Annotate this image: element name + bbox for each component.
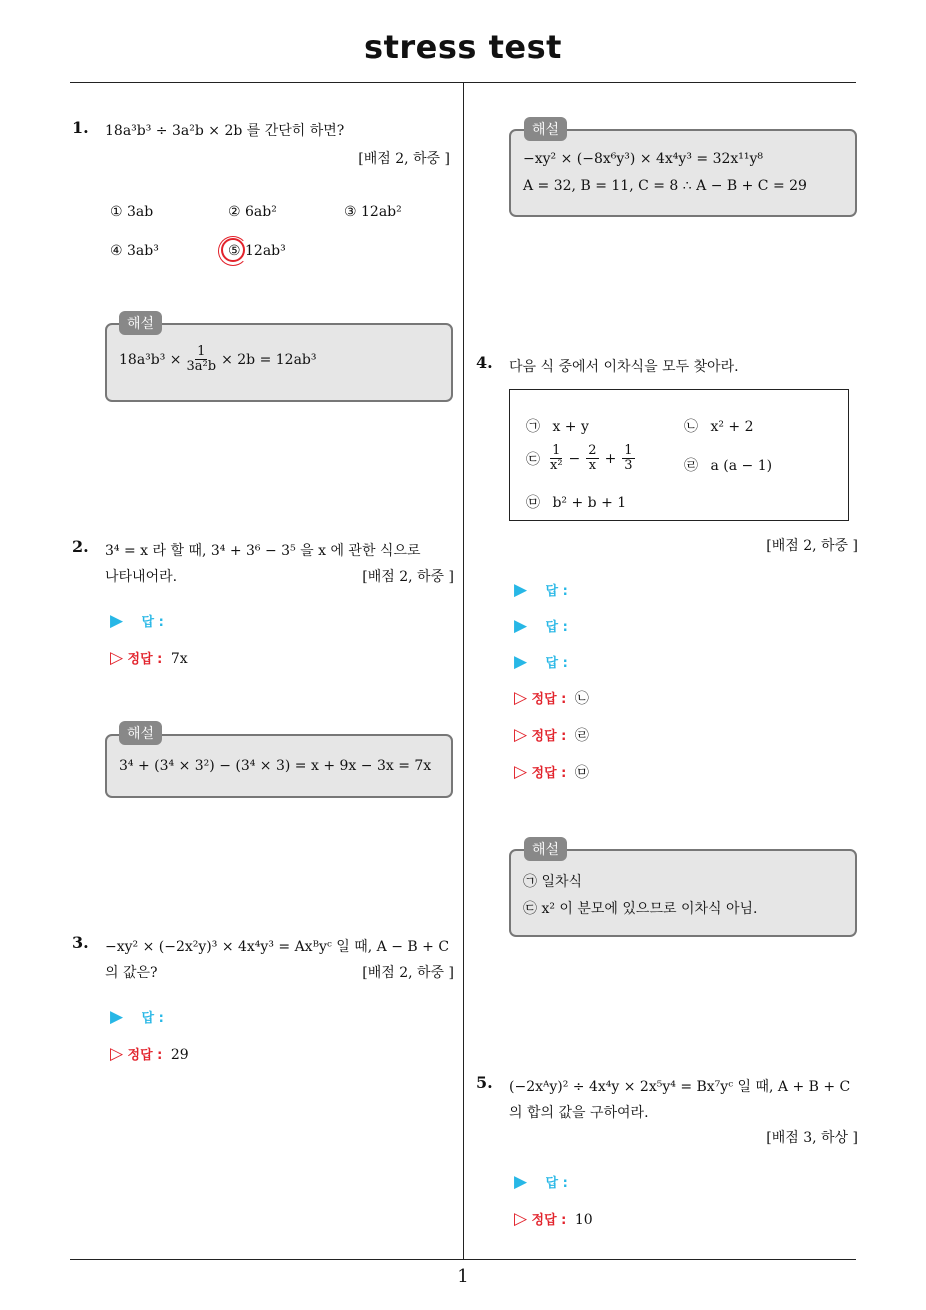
question-meta: [배점 2, 하중 ] bbox=[362, 965, 454, 981]
solution-text: 18a³b³ × bbox=[119, 351, 182, 368]
choice-2[interactable]: ② 6ab² bbox=[228, 204, 277, 220]
correct-arrow-icon: ▷ bbox=[514, 725, 528, 745]
question-text: 다음 식 중에서 이차식을 모두 찾아라. bbox=[509, 359, 739, 375]
answer-arrow-icon: ▶ bbox=[514, 580, 528, 600]
correct-answer: ㉣ bbox=[574, 728, 589, 744]
correct-arrow-icon: ▷ bbox=[514, 1209, 528, 1229]
correct-answer: 10 bbox=[574, 1212, 593, 1228]
correct-label: 정답 : bbox=[531, 729, 567, 744]
question-text: 3⁴ = x 라 할 때, 3⁴ + 3⁶ − 3⁵ 을 x 에 관한 식으로 bbox=[105, 543, 421, 559]
answer-row[interactable] bbox=[514, 616, 568, 636]
solution-tag: 해설 bbox=[524, 117, 567, 141]
answer-arrow-icon: ▶ bbox=[514, 616, 528, 636]
correct-row bbox=[514, 762, 589, 782]
solution-text: ㉢ x² 이 분모에 있으므로 이차식 아님. bbox=[523, 901, 758, 917]
item-expr: a (a − 1) bbox=[710, 458, 773, 474]
solution-tag: 해설 bbox=[119, 311, 162, 335]
expression-item bbox=[526, 492, 626, 512]
correct-arrow-icon: ▷ bbox=[514, 762, 528, 782]
item-expr: b² + b + 1 bbox=[552, 495, 627, 511]
question-text: (−2xᴬy)² ÷ 4x⁴y × 2x⁵y⁴ = Bx⁷yᶜ 일 때, A + B + C bbox=[509, 1079, 851, 1095]
correct-row bbox=[514, 1209, 593, 1229]
solution-text: 3⁴ + (3⁴ × 3²) − (3⁴ × 3) = x + 9x − 3x = 7x bbox=[119, 758, 432, 774]
answer-label: 답 : bbox=[141, 615, 164, 630]
correct-answer: ㉡ bbox=[574, 691, 589, 707]
correct-answer: 29 bbox=[170, 1047, 189, 1063]
operator: + bbox=[604, 450, 617, 467]
choice-5[interactable]: ⑤ 12ab³ bbox=[228, 243, 286, 259]
fraction: $\frac{2}{x}$ bbox=[588, 443, 597, 474]
choice-4[interactable]: ④ 3ab³ bbox=[110, 243, 159, 259]
fraction: $\frac{1}{\text{x²}}$ bbox=[550, 443, 563, 474]
expression-item bbox=[526, 416, 589, 436]
answer-arrow-icon: ▶ bbox=[514, 652, 528, 672]
correct-arrow-icon: ▷ bbox=[514, 688, 528, 708]
question-meta: [배점 3, 하상 ] bbox=[766, 1130, 858, 1146]
expression-list-box bbox=[509, 389, 849, 521]
answer-arrow-icon: ▶ bbox=[110, 1007, 124, 1027]
fraction: $\frac{1}{3}$ bbox=[624, 443, 633, 474]
solution-fraction bbox=[187, 345, 217, 375]
correct-answer: 7x bbox=[170, 651, 188, 667]
item-mark: ㉠ bbox=[526, 419, 540, 435]
answer-row[interactable] bbox=[110, 1007, 164, 1027]
correct-label: 정답 : bbox=[531, 766, 567, 781]
question-meta: [배점 2, 하중 ] bbox=[358, 151, 450, 167]
solution-tag: 해설 bbox=[119, 721, 162, 745]
question-text: 나타내어라. bbox=[105, 569, 178, 585]
item-expr: x² + 2 bbox=[710, 419, 754, 435]
expression-item bbox=[526, 444, 635, 474]
item-mark: ㉢ bbox=[526, 451, 540, 468]
answer-arrow-icon: ▶ bbox=[514, 1172, 528, 1192]
answer-label: 답 : bbox=[545, 1176, 568, 1191]
correct-row bbox=[110, 1044, 189, 1064]
answer-label: 답 : bbox=[545, 656, 568, 671]
expression-item bbox=[684, 455, 772, 475]
solution-text: −xy² × (−8x⁶y³) × 4x⁴y³ = 32x¹¹y⁸ bbox=[523, 151, 764, 167]
item-expr: x + y bbox=[552, 419, 589, 435]
correct-row bbox=[514, 688, 589, 708]
question-number: 5. bbox=[476, 1073, 493, 1092]
correct-label: 정답 : bbox=[531, 692, 567, 707]
column-divider bbox=[463, 83, 464, 1260]
correct-label: 정답 : bbox=[127, 1048, 163, 1063]
choice-3[interactable]: ③ 12ab² bbox=[344, 204, 402, 220]
expression-item bbox=[684, 416, 754, 436]
question-text: −xy² × (−2x²y)³ × 4x⁴y³ = Axᴮyᶜ 일 때, A − B + C bbox=[105, 939, 450, 955]
correct-label: 정답 : bbox=[127, 652, 163, 667]
answer-row[interactable] bbox=[514, 1172, 568, 1192]
correct-label: 정답 : bbox=[531, 1213, 567, 1228]
operator: − bbox=[568, 450, 581, 467]
fraction-denominator: 3a²b bbox=[186, 359, 217, 375]
answer-row[interactable] bbox=[514, 652, 568, 672]
correct-arrow-icon: ▷ bbox=[110, 1044, 124, 1064]
question-meta: [배점 2, 하중 ] bbox=[766, 538, 858, 554]
answer-label: 답 : bbox=[545, 584, 568, 599]
solution-box bbox=[509, 849, 857, 937]
bottom-rule bbox=[70, 1259, 856, 1260]
correct-answer: ㉤ bbox=[574, 765, 589, 781]
correct-row bbox=[110, 648, 188, 668]
item-mark: ㉣ bbox=[684, 458, 698, 474]
solution-box bbox=[509, 129, 857, 217]
solution-tag: 해설 bbox=[524, 837, 567, 861]
question-text: 의 합의 값을 구하여라. bbox=[509, 1105, 649, 1121]
question-meta: [배점 2, 하중 ] bbox=[362, 569, 454, 585]
item-mark: ㉤ bbox=[526, 495, 540, 511]
answer-arrow-icon: ▶ bbox=[110, 611, 124, 631]
question-text: 18a³b³ ÷ 3a²b × 2b 를 간단히 하면? bbox=[105, 123, 345, 139]
question-number: 3. bbox=[72, 933, 89, 952]
question-number: 2. bbox=[72, 537, 89, 556]
page-title: stress test bbox=[364, 28, 562, 66]
fraction-numerator: 1 bbox=[197, 344, 206, 359]
question-text: 의 값은? bbox=[105, 965, 158, 981]
item-mark: ㉡ bbox=[684, 419, 698, 435]
question-number: 4. bbox=[476, 353, 493, 372]
choice-1[interactable]: ① 3ab bbox=[110, 204, 154, 220]
solution-text: ㉠ 일차식 bbox=[523, 874, 583, 890]
solution-text: × 2b = 12ab³ bbox=[221, 351, 317, 368]
answer-label: 답 : bbox=[545, 620, 568, 635]
answer-row[interactable] bbox=[110, 611, 164, 631]
solution-text: A = 32, B = 11, C = 8 ∴ A − B + C = 29 bbox=[523, 178, 807, 194]
page-number: 1 bbox=[457, 1266, 469, 1287]
selected-answer-circle-mark bbox=[221, 238, 245, 262]
correct-arrow-icon: ▷ bbox=[110, 648, 124, 668]
question-number: 1. bbox=[72, 118, 89, 137]
correct-row bbox=[514, 725, 589, 745]
answer-label: 답 : bbox=[141, 1011, 164, 1026]
answer-row[interactable] bbox=[514, 580, 568, 600]
